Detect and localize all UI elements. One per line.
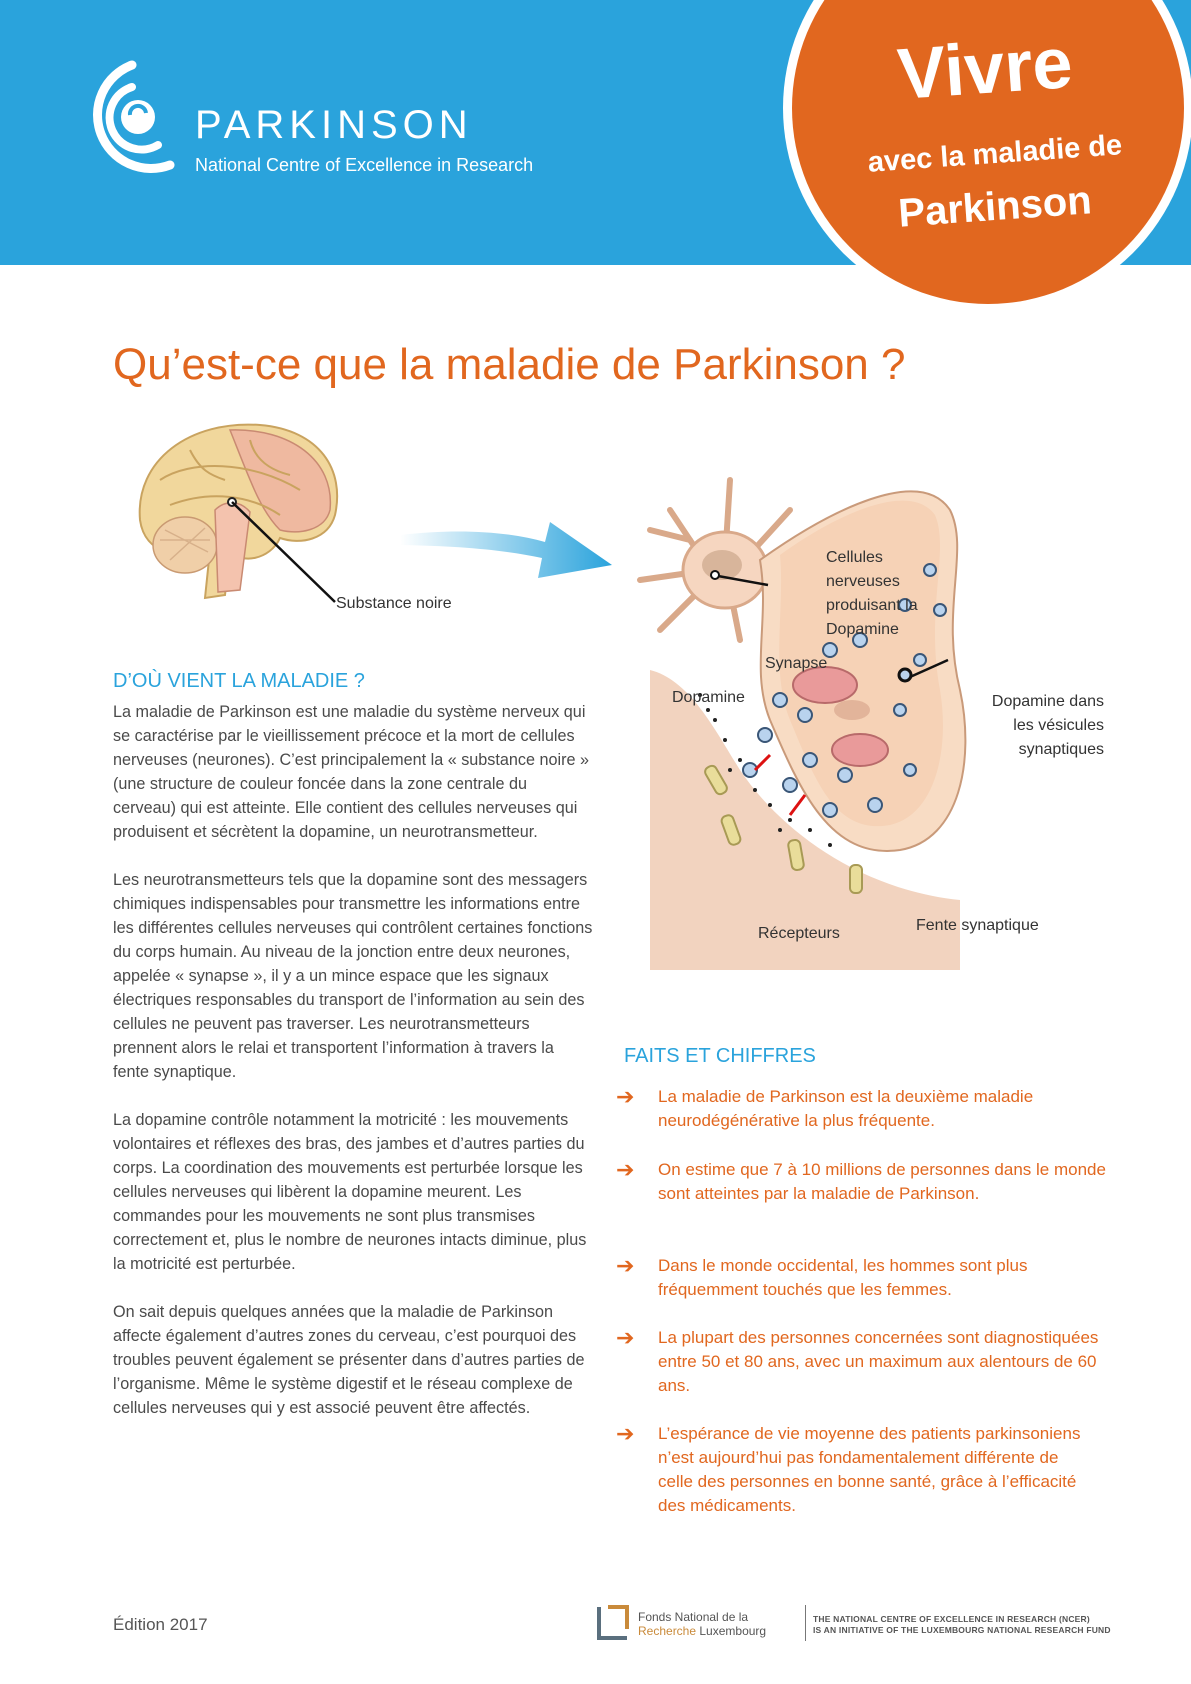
origin-paragraph-3: La dopamine contrôle notamment la motricité : les mouvements volontaires et réflexes des bras, des jambes et d’autres parties du corps. La coordination des mouvements est perturbée lorsque les cellules nerveuses qui libèrent la dopamine meurent. Les commandes pour les mouvements ne sont plus transmises correctement et, plus le nombre de neurones intacts diminue, plus la motricité est perturbée. [113,1111,587,1273]
label-substance-noire: Substance noire [336,595,452,612]
origin-body [113,700,593,1444]
arrow-icon [400,510,620,590]
origin-heading: D’OÙ VIENT LA MALADIE ? [113,670,365,692]
label-dopamine: Dopamine [672,689,745,706]
logo-wordmark: PARKINSON [195,103,473,147]
facts-heading: FAITS ET CHIFFRES [624,1045,816,1067]
fnr-line2b: Luxembourg [699,1624,767,1638]
origin-paragraph-1: La maladie de Parkinson est une maladie du système nerveux qui se caractérise par le vieillissement précoce et la mort de cellules nerveuses (neurones). C’est principalement la « substance noire » (une structure de couleur foncée dans la zone centrale du cerveau) qui est atteinte. Elle contient des cellules nerveuses qui produisent et sécrètent la dopamine, un neurotransmetteur. [113,703,589,841]
label-neuron-cells: Cellules nerveuses produisant la Dopamine [826,549,918,638]
label-vesicles: Dopamine dans les vésicules synaptiques [991,693,1104,758]
fact-item-5: L’espérance de vie moyenne des patients parkinsoniens n’est aujourd’hui pas fondamentalement différente de celle des personnes en bonne santé, grâce à l’efficacité des médicaments. [658,1424,1081,1515]
badge-vivre: Vivre [895,22,1075,116]
fnr-logo-icon [596,1605,630,1641]
ncer-line2: IS AN INITIATIVE OF THE LUXEMBOURG NATIONAL RESEARCH FUND [813,1625,1111,1635]
fnr-line1: Fonds National de la [638,1610,749,1624]
arrow-right-icon: ➔ [616,1084,635,1109]
badge-line3: Parkinson [896,178,1093,236]
label-synaptic-cleft: Fente synaptique [916,917,1039,934]
fact-item-3: Dans le monde occidental, les hommes sont plus fréquemment touchés que les femmes. [658,1256,1028,1299]
parkinson-logo-icon [70,55,190,185]
label-receptors: Récepteurs [758,925,840,942]
fact-item-1: La maladie de Parkinson est la deuxième maladie neurodégénérative la plus fréquente. [658,1087,1034,1130]
edition-label: Édition 2017 [113,1615,208,1634]
origin-paragraph-4: On sait depuis quelques années que la maladie de Parkinson affecte également d’autres zones du cerveau, c’est pourquoi des troubles peuvent également se présenter dans d’autres parties de l’organisme. Même le système digestif et le réseau complexe de cellules nerveuses qui y est associé peuvent être affectés. [113,1303,585,1417]
fnr-name [638,1610,766,1638]
arrow-right-icon: ➔ [616,1253,635,1278]
logo-subtitle: National Centre of Excellence in Research [195,155,534,175]
ncer-line1: THE NATIONAL CENTRE OF EXCELLENCE IN RESEARCH (NCER) [813,1614,1090,1624]
fact-item-2: On estime que 7 à 10 millions de personnes dans le monde sont atteintes par la maladie de Parkinson. [658,1160,1106,1203]
fact-item-4: La plupart des personnes concernées sont diagnostiquées entre 50 et 80 ans, avec un maximum aux alentours de 60 ans. [658,1328,1099,1395]
page-title: Qu’est-ce que la maladie de Parkinson ? [113,340,906,389]
footer-divider [805,1605,806,1641]
label-synapse: Synapse [765,655,828,672]
arrow-right-icon: ➔ [616,1157,635,1182]
fnr-line2a: Recherche [638,1624,697,1638]
badge-line2: avec la maladie de [866,129,1124,179]
ncer-statement [813,1614,1111,1636]
arrow-right-icon: ➔ [616,1325,635,1350]
arrow-right-icon: ➔ [616,1421,635,1446]
brain-leader-line [230,500,340,610]
origin-paragraph-2: Les neurotransmetteurs tels que la dopamine sont des messagers chimiques indispensables pour transmettre les informations entre les différentes cellules nerveuses qui contrôlent certaines fonctions du corps humain. Au niveau de la jonction entre deux neurones, appelée « synapse », il y a un mince espace que les signaux électriques responsables du transport de l’information au sein des cellules ne peuvent pas traverser. Les neurotransmetteurs prennent alors le relai et transportent l’information à travers la fente synaptique. [113,871,593,1081]
